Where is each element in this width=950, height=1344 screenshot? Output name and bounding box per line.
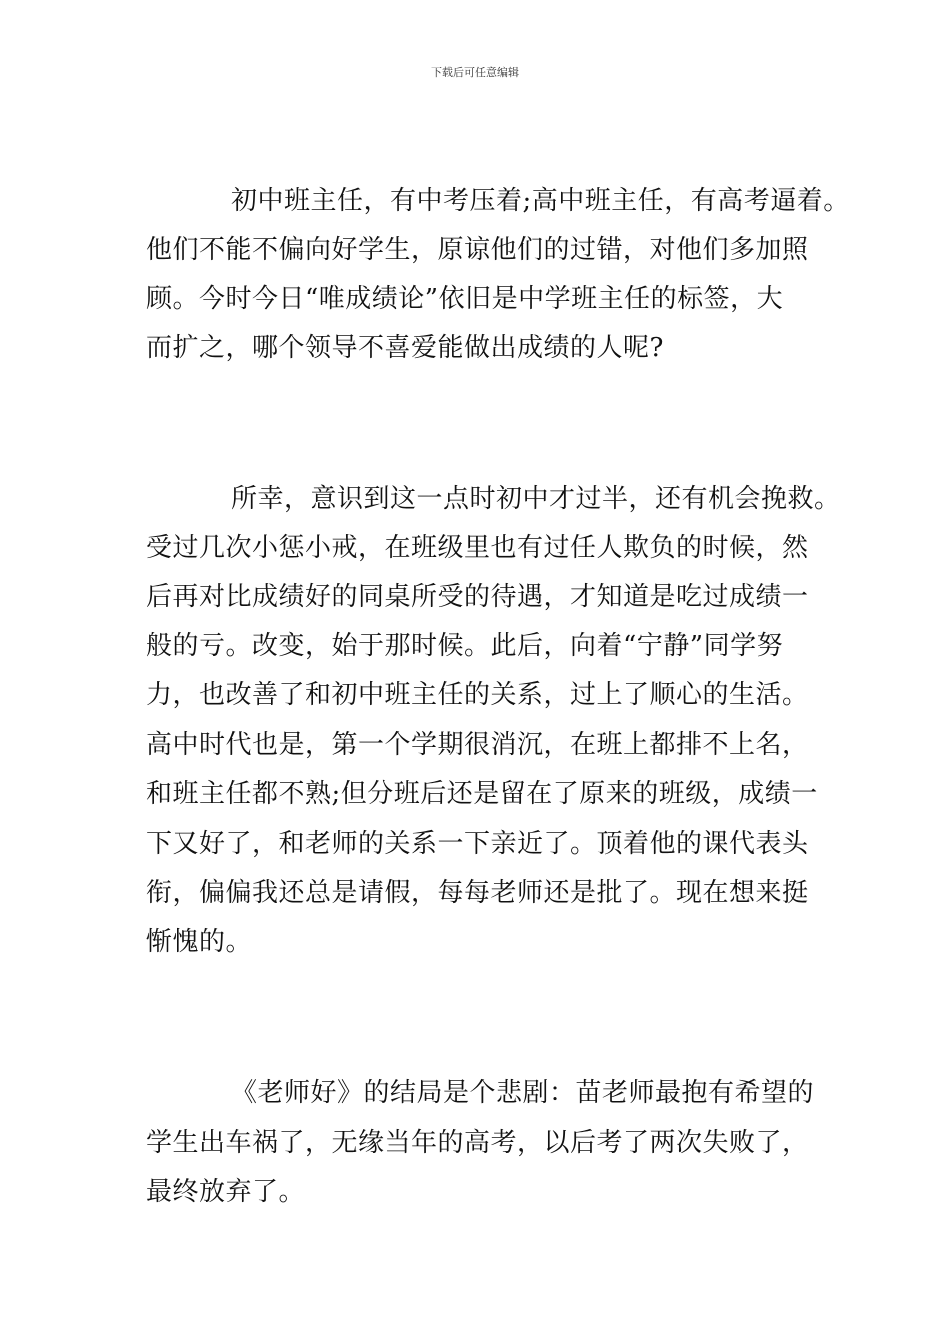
- paragraph-line: 高中时代也是，第一个学期很消沉，在班上都排不上名，: [146, 730, 809, 760]
- paragraph-line: 而扩之，哪个领导不喜爱能做出成绩的人呢?: [146, 333, 664, 363]
- paragraph-line: 顾。今时今日“唯成绩论”依旧是中学班主任的标签，大: [146, 284, 784, 314]
- paragraph-line: 受过几次小惩小戒，在班级里也有过任人欺负的时候，然: [146, 533, 809, 563]
- page-header: 下载后可任意编辑: [431, 66, 519, 79]
- paragraph-line: 学生出车祸了，无缘当年的高考，以后考了两次失败了，: [146, 1128, 809, 1158]
- paragraph-line: 最终放弃了。: [146, 1177, 306, 1207]
- paragraph-line: 后再对比成绩好的同桌所受的待遇，才知道是吃过成绩一: [146, 582, 809, 612]
- paragraph-line: 力，也改善了和初中班主任的关系，过上了顺心的生活。: [146, 680, 809, 710]
- paragraph-line: 《老师好》的结局是个悲剧：苗老师最抱有希望的: [231, 1078, 815, 1108]
- paragraph-line: 般的亏。改变，始于那时候。此后，向着“宁静”同学努: [146, 631, 784, 661]
- paragraph-line: 所幸，意识到这一点时初中才过半，还有机会挽救。: [231, 484, 841, 514]
- paragraph-line: 下又好了，和老师的关系一下亲近了。顶着他的课代表头: [146, 829, 809, 859]
- paragraph-line: 他们不能不偏向好学生，原谅他们的过错，对他们多加照: [146, 235, 809, 265]
- paragraph-line: 衔，偏偏我还总是请假，每每老师还是批了。现在想来挺: [146, 878, 809, 908]
- paragraph-line: 和班主任都不熟;但分班后还是留在了原来的班级，成绩一: [146, 779, 818, 809]
- paragraph-line: 惭愧的。: [146, 927, 253, 957]
- paragraph-line: 初中班主任，有中考压着;高中班主任，有高考逼着。: [231, 186, 850, 216]
